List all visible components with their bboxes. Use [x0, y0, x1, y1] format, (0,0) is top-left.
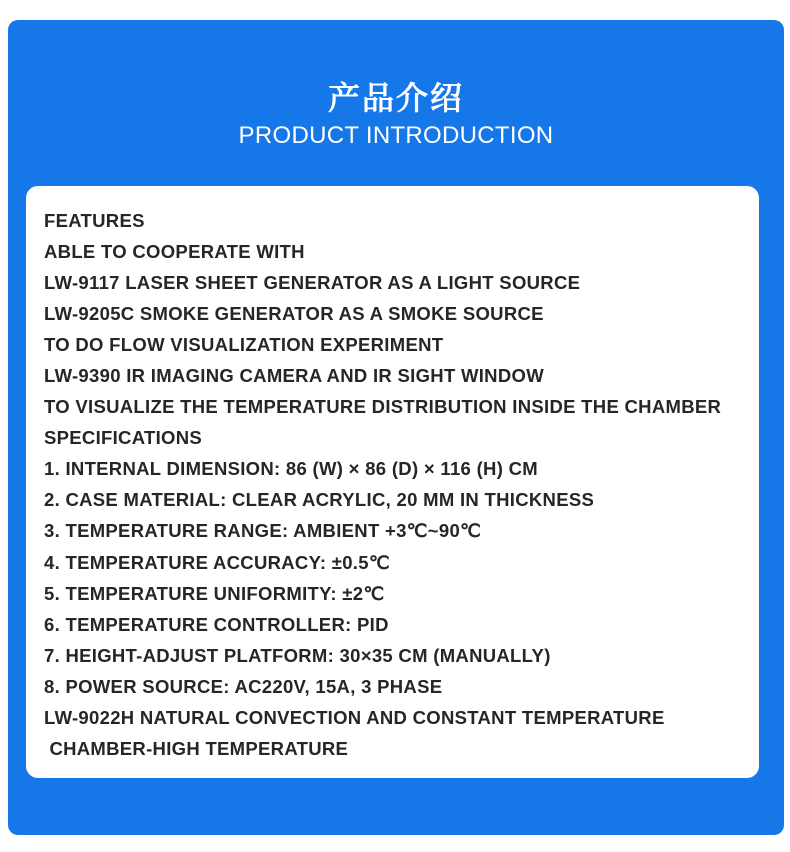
model-title: LW-9022H NATURAL CONVECTION AND CONSTANT TEMPERATURE	[44, 706, 665, 728]
spec-item: 8. POWER SOURCE: AC220V, 15A, 3 PHASE	[44, 675, 443, 697]
text-line: TO DO FLOW VISUALIZATION EXPERIMENT	[44, 334, 444, 356]
text-line: LW-9117 LASER SHEET GENERATOR AS A LIGHT SOURCE	[44, 272, 581, 294]
spec-item: 7. HEIGHT-ADJUST PLATFORM: 30×35 CM (MANUALLY)	[44, 644, 551, 666]
title-english: PRODUCT INTRODUCTION	[238, 122, 554, 149]
spec-item: 1. INTERNAL DIMENSION: 86 (W) × 86 (D) × 116 (H) CM	[44, 458, 538, 480]
text-line: LW-9205C SMOKE GENERATOR AS A SMOKE SOURCE	[44, 303, 544, 325]
features-heading: FEATURES	[44, 210, 145, 231]
spec-item: 5. TEMPERATURE UNIFORMITY: ±2℃	[44, 582, 385, 604]
text-line: TO VISUALIZE THE TEMPERATURE DISTRIBUTION INSIDE THE CHAMBER	[44, 396, 722, 418]
model-title-continued: CHAMBER-HIGH TEMPERATURE	[44, 737, 349, 759]
content-card	[26, 186, 759, 778]
spec-item: 6. TEMPERATURE CONTROLLER: PID	[44, 613, 389, 635]
spec-item: 2. CASE MATERIAL: CLEAR ACRYLIC, 20 MM IN THICKNESS	[44, 489, 595, 511]
specifications-heading: SPECIFICATIONS	[44, 427, 203, 449]
title-chinese: 产品介绍	[327, 79, 464, 117]
text-line: ABLE TO COOPERATE WITH	[44, 241, 305, 263]
text-line: LW-9390 IR IMAGING CAMERA AND IR SIGHT WINDOW	[44, 365, 544, 387]
intro-panel	[8, 20, 784, 835]
spec-item: 3. TEMPERATURE RANGE: AMBIENT +3℃~90℃	[44, 520, 482, 542]
spec-item: 4. TEMPERATURE ACCURACY: ±0.5℃	[44, 551, 390, 573]
